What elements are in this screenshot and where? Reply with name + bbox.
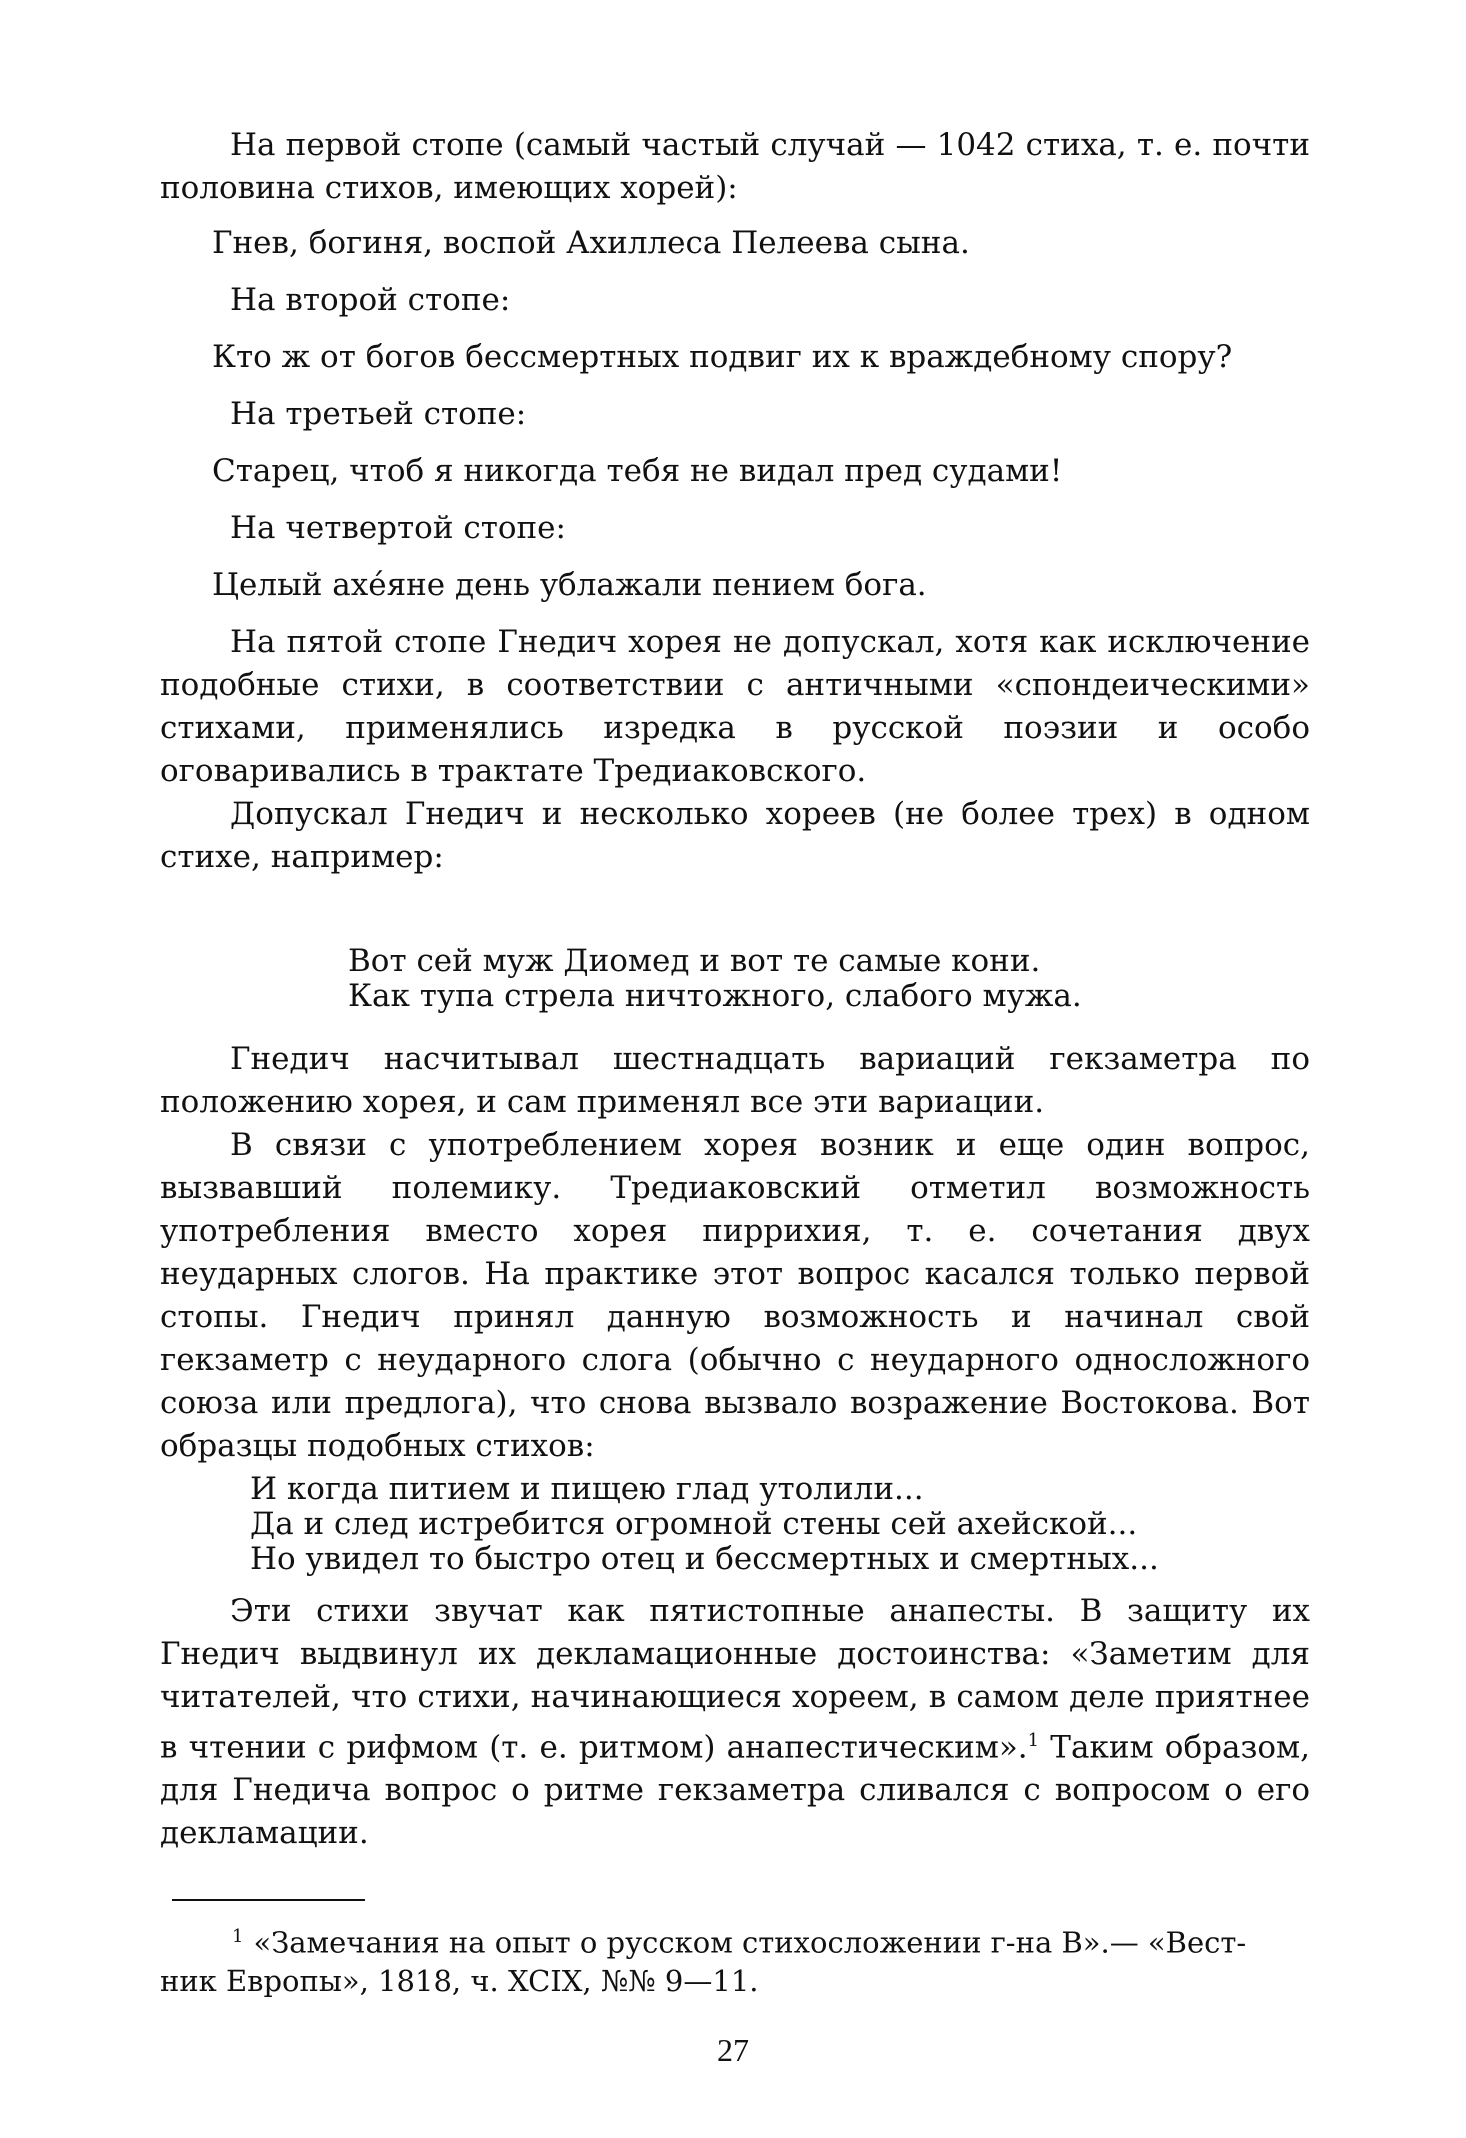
paragraph-sixteen-variations: Гнедич насчитывал шестнадцать вариаций гекзаметра по положению хорея, и сам применял все эти вариации.	[160, 1041, 1310, 1120]
example-verse-2: Кто ж от богов бессмертных подвиг их к враждебному спору?	[212, 339, 1233, 375]
main-text-top	[160, 124, 1310, 879]
footnote-line-2: ник Европы», 1818, ч. XCIX, №№ 9—11.	[160, 1963, 759, 1998]
verse-line: Как тупа стрела ничтожного, слабого мужа.	[348, 978, 1082, 1014]
paragraph-first-foot: На первой стопе (самый частый случай — 1042 стиха, т. е. почти половина стихов, имеющих хорей):	[160, 127, 1310, 206]
footnote-text-1: «Замечания на опыт о русском стихосложении г-на В».— «Вест-	[253, 1925, 1247, 1960]
heading-second-foot: На второй стопе:	[230, 282, 511, 318]
example-verse-3: Старец, чтоб я никогда тебя не видал пред судами!	[212, 453, 1063, 489]
verse-quote-1	[348, 944, 1082, 1014]
main-text-middle	[160, 1038, 1310, 1468]
paragraph-pyrrhic: В связи с употреблением хорея возник и еще один вопрос, вызвавший полемику. Тредиаковский отметил возможность употребления вместо хорея пиррихия, т. е. сочетания двух неударных слогов. На практике этот вопрос касался только первой стопы. Гнедич принял данную возможность и начинал свой гекзаметр с неударного слога (обычно с неударного односложного союза или предлога), что снова вызвало возражение Востокова. Вот образцы подобных стихов:	[160, 1127, 1310, 1464]
footnote-reference: 1	[1027, 1730, 1040, 1751]
verse-line: Но увидел то быстро отец и бессмертных и смертных...	[250, 1541, 1159, 1577]
footnote-divider	[172, 1899, 365, 1901]
paragraph-several-trochees: Допускал Гнедич и несколько хореев (не более трех) в одном стихе, например:	[160, 796, 1310, 875]
example-verse-1: Гнев, богиня, воспой Ахиллеса Пелеева сына.	[212, 225, 970, 261]
paragraph-anapests-part2: Таким образом, для Гнедича вопрос о ритме гекзаметра сливался с вопросом о его декламации.	[160, 1729, 1310, 1852]
example-verse-4: Целый ахе́яне день ублажали пением бога.	[212, 567, 927, 603]
heading-third-foot: На третьей стопе:	[230, 396, 527, 432]
verse-line: Да и след истребится огромной стены сей ахейской...	[250, 1506, 1138, 1542]
verse-quote-2	[250, 1472, 1159, 1577]
footnote-mark: 1	[232, 1926, 244, 1947]
main-text-bottom	[160, 1590, 1310, 1855]
paragraph-anapests-part1: Эти стихи звучат как пятистопные анапесты. В защиту их Гнедич выдвинул их декламационные достоинства: «Заметим для читателей, что стихи, начинающиеся хореем, в самом деле приятнее в чтении с рифмом (т. е. ритмом) анапестическим».	[160, 1593, 1310, 1766]
heading-fourth-foot: На четвертой стопе:	[230, 510, 566, 546]
footnote-line-1	[160, 1918, 1310, 1962]
paragraph-anapests	[160, 1590, 1310, 1855]
footnote	[160, 1918, 1310, 2000]
page-number: 27	[717, 2032, 749, 2068]
paragraph-fifth-foot: На пятой стопе Гнедич хорея не допускал, хотя как исключение подобные стихи, в соответствии с античными «спондеическими» стихами, применялись изредка в русской поэзии и особо оговаривались в трактате Тредиаковского.	[160, 624, 1310, 789]
verse-line: Вот сей муж Диомед и вот те самые кони.	[348, 943, 1041, 979]
verse-line: И когда питием и пищею глад утолили...	[250, 1471, 924, 1507]
